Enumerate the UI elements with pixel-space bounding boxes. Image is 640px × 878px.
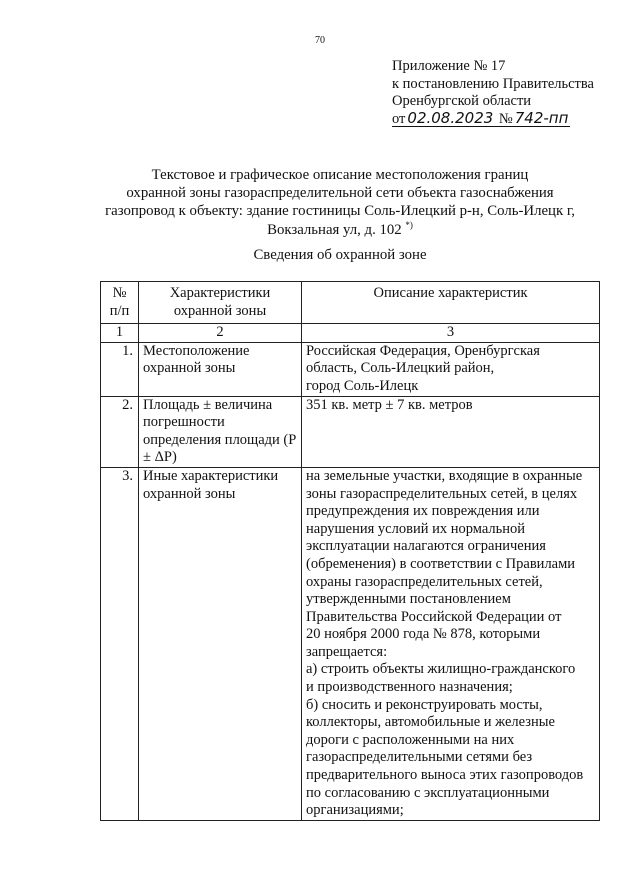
title-line-1: Текстовое и графическое описание местоположения границ (151, 167, 529, 183)
row-number: 1. (101, 342, 139, 396)
description-line: Правительства Российской Федерации от (306, 608, 562, 625)
description-line: по согласованию с эксплуатационными (306, 784, 550, 801)
page-number: 70 (315, 35, 325, 46)
title-line-3: газопровод к объекту: здание гостиницы Соль-Илецкий р-н, Соль-Илецк г, (105, 203, 575, 220)
description-line: 20 ноября 2000 года № 878, которыми (306, 626, 541, 643)
table-header-row (101, 282, 600, 324)
table-row (101, 467, 600, 820)
row-description (302, 396, 600, 467)
title-line-2: охранной зоны газораспределительной сети объекта газоснабжения (126, 185, 554, 202)
description-line: 351 кв. метр ± 7 кв. метров (306, 396, 473, 413)
description-line: б) сносить и реконструировать мосты, (306, 696, 543, 713)
header-description: Описание характеристик (302, 282, 600, 324)
section-subtitle: Сведения об охранной зоне (253, 247, 427, 263)
appendix-title: Приложение № 17 (392, 58, 506, 74)
description-line: нарушения условий их нормальной (306, 520, 526, 537)
description-line: предварительного выноса этих газопроводов (306, 767, 584, 784)
header-number: № п/п (101, 282, 139, 324)
row-description (302, 342, 600, 396)
appendix-region: Оренбургской области (392, 93, 532, 109)
title-address: Вокзальная ул, д. 102 (267, 221, 402, 238)
row-characteristic: Иные характеристики охранной зоны (139, 467, 302, 820)
row-characteristic: Площадь ± величина погрешности определения площади (P ± ΔP) (139, 396, 302, 467)
protection-zone-table (100, 281, 600, 821)
row-description (302, 467, 600, 820)
row-number: 3. (101, 467, 139, 820)
description-line: организациями; (306, 802, 404, 819)
column-number-1: 1 (101, 324, 139, 343)
handwritten-date: 02.08.2023 (407, 108, 494, 127)
description-line: зоны газораспределительных сетей, в целях (306, 485, 578, 502)
description-line: коллекторы, автомобильные и железные (306, 714, 555, 731)
column-number-2: 2 (139, 324, 302, 343)
description-line: (обременения) в соответствии с Правилами (306, 555, 576, 572)
footnote-mark: *) (405, 219, 413, 230)
row-characteristic: Местоположение охранной зоны (139, 342, 302, 396)
table-row (101, 396, 600, 467)
description-line: на земельные участки, входящие в охранные (306, 467, 583, 484)
description-line: область, Соль-Илецкий район, (306, 360, 495, 377)
description-line: газораспределительными сетями без (306, 749, 533, 766)
appendix-date-line (392, 108, 594, 129)
description-line: дороги с расположенными на них (306, 731, 515, 748)
header-characteristics: Характеристики охранной зоны (139, 282, 302, 324)
description-line: утвержденными постановлением (306, 591, 511, 608)
table-column-number-row (101, 324, 600, 343)
description-line: запрещается: (306, 643, 388, 660)
number-prefix: № (498, 110, 513, 127)
description-line: охраны газораспределительных сетей, (306, 573, 543, 590)
table-row (101, 342, 600, 396)
column-number-3: 3 (302, 324, 600, 343)
row-number: 2. (101, 396, 139, 467)
title-line-4 (60, 221, 620, 239)
appendix-header (392, 58, 594, 128)
description-line: город Соль-Илецк (306, 377, 419, 394)
document-title (60, 166, 620, 239)
description-line: предупреждения их повреждения или (306, 503, 540, 520)
description-line: Российская Федерация, Оренбургская (306, 342, 540, 359)
appendix-resolution: к постановлению Правительства (392, 75, 594, 92)
description-line: и производственного назначения; (306, 679, 513, 696)
description-line: а) строить объекты жилищно-гражданского (306, 661, 576, 678)
date-prefix: от (392, 110, 406, 127)
description-line: эксплуатации налагаются ограничения (306, 538, 546, 555)
handwritten-number: 742-пп (514, 108, 569, 127)
